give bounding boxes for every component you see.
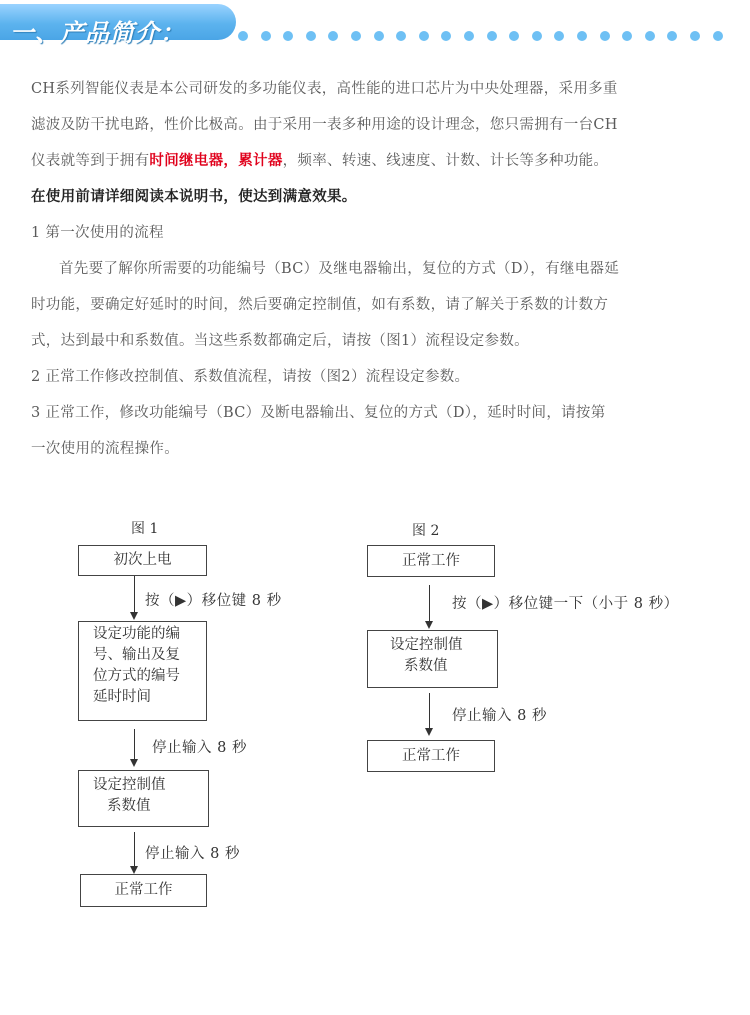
intro-line-3-start: 仪表就等到于拥有 bbox=[31, 153, 150, 169]
fig1-set-function-box bbox=[78, 621, 207, 721]
decorative-dot bbox=[306, 31, 316, 41]
decorative-dot-line bbox=[238, 31, 748, 43]
decorative-dot bbox=[622, 31, 632, 41]
fig2-arrow-1 bbox=[429, 585, 430, 623]
fig1-normal-work-box: 正常工作 bbox=[80, 874, 207, 907]
fig2-box2-line-1: 设定控制值 bbox=[390, 637, 463, 653]
decorative-dot bbox=[374, 31, 384, 41]
decorative-dot bbox=[577, 31, 587, 41]
highlight-time-relay: 时间继电器， bbox=[149, 152, 239, 169]
section-title: 一、产品简介： bbox=[10, 19, 185, 47]
fig1-arrow-2 bbox=[134, 729, 135, 761]
intro-line-2: 滤波及防干扰电路，性价比极高。由于采用一表多种用途的设计理念，您只需拥有一台CH bbox=[31, 117, 618, 133]
fig1-arrowhead-2 bbox=[130, 759, 138, 767]
fig2-arrowhead-2 bbox=[425, 728, 433, 736]
section-1-line-3: 式，达到最中和系数值。当这些系数都确定后，请按（图1）流程设定参数。 bbox=[31, 333, 529, 349]
intro-line-4: 在使用前请详细阅读本说明书，使达到满意效果。 bbox=[31, 188, 357, 205]
fig2-set-control-box bbox=[367, 630, 498, 688]
decorative-dot bbox=[351, 31, 361, 41]
fig1-box3-line-1: 设定控制值 bbox=[93, 777, 166, 793]
decorative-dot bbox=[238, 31, 248, 41]
section-1-line-2: 时功能，要确定好延时的时间，然后要确定控制值，如有系数，请了解关于系数的计数方 bbox=[31, 297, 609, 313]
fig1-box2-line-2: 号、输出及复 bbox=[93, 647, 180, 663]
decorative-dot bbox=[713, 31, 723, 41]
fig1-box3-line-2: 系数值 bbox=[107, 798, 151, 814]
fig2-step-2: 停止输入 8 秒 bbox=[452, 708, 547, 724]
intro-line-3 bbox=[31, 152, 608, 170]
fig1-step-1: 按（▶）移位键 8 秒 bbox=[145, 593, 282, 609]
decorative-dot bbox=[667, 31, 677, 41]
fig2-normal-work-box-2: 正常工作 bbox=[367, 740, 495, 772]
decorative-dot bbox=[600, 31, 610, 41]
decorative-dot bbox=[441, 31, 451, 41]
decorative-dot bbox=[419, 31, 429, 41]
decorative-dot bbox=[690, 31, 700, 41]
fig1-step-3: 停止输入 8 秒 bbox=[145, 846, 240, 862]
intro-line-3-end: ，频率、转速、线速度、计数、计长等多种功能。 bbox=[282, 153, 609, 169]
fig2-arrowhead-1 bbox=[425, 621, 433, 629]
section-2-line: 2 正常工作修改控制值、系数值流程，请按（图2）流程设定参数。 bbox=[31, 369, 470, 385]
decorative-dot bbox=[645, 31, 655, 41]
fig1-arrowhead-1 bbox=[130, 612, 138, 620]
decorative-dot bbox=[464, 31, 474, 41]
intro-line-1: CH系列智能仪表是本公司研发的多功能仪表，高性能的进口芯片为中央处理器，采用多重 bbox=[31, 81, 618, 97]
decorative-dot bbox=[283, 31, 293, 41]
fig1-box2-line-3: 位方式的编号 bbox=[93, 668, 180, 684]
decorative-dot bbox=[532, 31, 542, 41]
fig2-normal-work-box: 正常工作 bbox=[367, 545, 495, 577]
figure-1-label: 图 1 bbox=[131, 521, 159, 537]
fig2-box2-line-2: 系数值 bbox=[404, 658, 448, 674]
section-1-heading: 1 第一次使用的流程 bbox=[31, 225, 164, 241]
fig1-arrowhead-3 bbox=[130, 866, 138, 874]
fig1-set-control-box bbox=[78, 770, 209, 827]
fig1-arrow-1 bbox=[134, 576, 135, 614]
fig2-arrow-2 bbox=[429, 693, 430, 730]
decorative-dot bbox=[509, 31, 519, 41]
section-title-badge bbox=[0, 4, 236, 47]
section-3-line-2: 一次使用的流程操作。 bbox=[31, 441, 179, 457]
section-1-line-1: 首先要了解你所需要的功能编号（BC）及继电器输出，复位的方式（D），有继电器延 bbox=[59, 261, 620, 277]
decorative-dot bbox=[328, 31, 338, 41]
fig1-step-2: 停止输入 8 秒 bbox=[152, 740, 247, 756]
fig1-box2-line-4: 延时时间 bbox=[93, 689, 151, 705]
fig1-power-on-box: 初次上电 bbox=[78, 545, 207, 576]
figure-2-label: 图 2 bbox=[412, 523, 440, 539]
section-3-line-1: 3 正常工作，修改功能编号（BC）及断电器输出、复位的方式（D），延时时间，请按第 bbox=[31, 405, 606, 421]
fig2-step-1: 按（▶）移位键一下（小于 8 秒） bbox=[452, 596, 679, 612]
decorative-dot bbox=[487, 31, 497, 41]
decorative-dot bbox=[261, 31, 271, 41]
fig1-box2-line-1: 设定功能的编 bbox=[93, 626, 180, 642]
highlight-accumulator: 累计器 bbox=[238, 152, 283, 169]
decorative-dot bbox=[396, 31, 406, 41]
decorative-dot bbox=[554, 31, 564, 41]
fig1-arrow-3 bbox=[134, 832, 135, 868]
